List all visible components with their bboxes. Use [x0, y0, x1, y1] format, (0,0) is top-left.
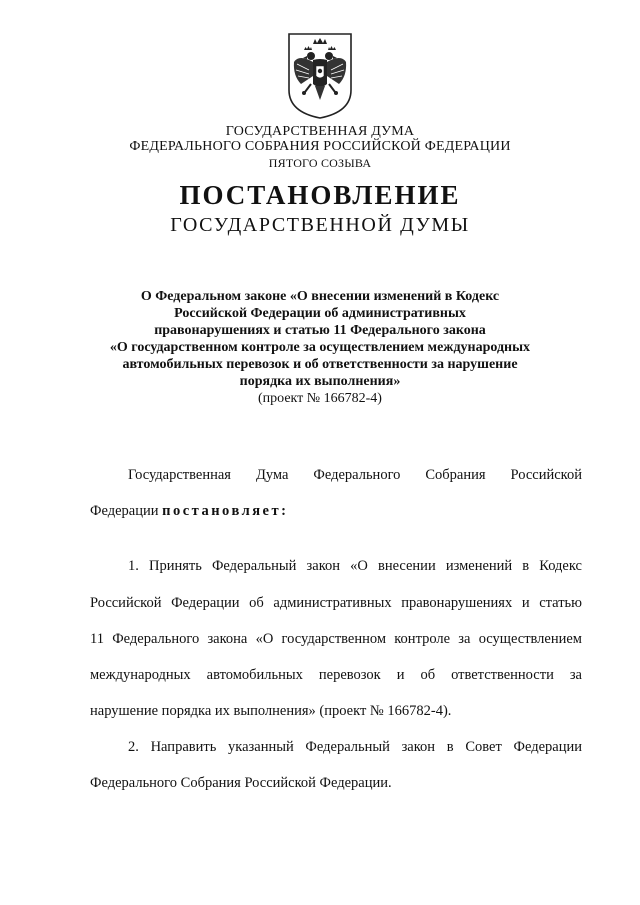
project-number: (проект № 166782-4) — [258, 391, 382, 406]
document-type-title: ПОСТАНОВЛЕНИЕ — [179, 180, 461, 210]
parliament-affiliation: ФЕДЕРАЛЬНОГО СОБРАНИЯ РОССИЙСКОЙ ФЕДЕРАЦИИ — [129, 139, 511, 154]
intro-line: Государственная Дума Федерального Собрания Российской — [128, 467, 582, 483]
subject-line: правонарушениях и статью 11 Федерального закона — [154, 323, 486, 338]
item2-line: Федерального Собрания Российской Федерации. — [90, 775, 392, 791]
subject-line: Российской Федерации об административных — [174, 306, 466, 321]
item1-line: 1. Принять Федеральный закон «О внесении изменений в Кодекс — [128, 558, 582, 574]
subject-line: автомобильных перевозок и об ответственности за нарушение — [122, 357, 518, 372]
document-subject — [0, 288, 640, 407]
subject-line: «О государственном контроле за осуществлением международных — [109, 340, 531, 355]
item1-line: Российской Федерации об административных правонарушениях и статью — [90, 595, 582, 611]
item1-line: международных автомобильных перевозок и об ответственности за — [90, 667, 582, 683]
resolves-word: постановляет: — [162, 503, 289, 519]
subject-line: О Федеральном законе «О внесении изменений в Кодекс — [140, 289, 500, 304]
parliament-name: ГОСУДАРСТВЕННАЯ ДУМА — [225, 124, 415, 139]
coat-of-arms-emblem — [287, 32, 353, 120]
item1-line: 11 Федерального закона «О государственном контроле за осуществлением — [90, 631, 582, 647]
intro-line-text: Федерации — [90, 503, 163, 519]
document-issuer: ГОСУДАРСТВЕННОЙ ДУМЫ — [170, 214, 470, 236]
item2-line: 2. Направить указанный Федеральный закон в Совет Федерации — [128, 739, 582, 755]
item1-line: нарушение порядка их выполнения» (проект № 166782-4). — [90, 703, 452, 719]
subject-line: порядка их выполнения» — [239, 374, 401, 389]
intro-line-resolution — [90, 502, 288, 520]
convocation: ПЯТОГО СОЗЫВА — [268, 156, 372, 170]
